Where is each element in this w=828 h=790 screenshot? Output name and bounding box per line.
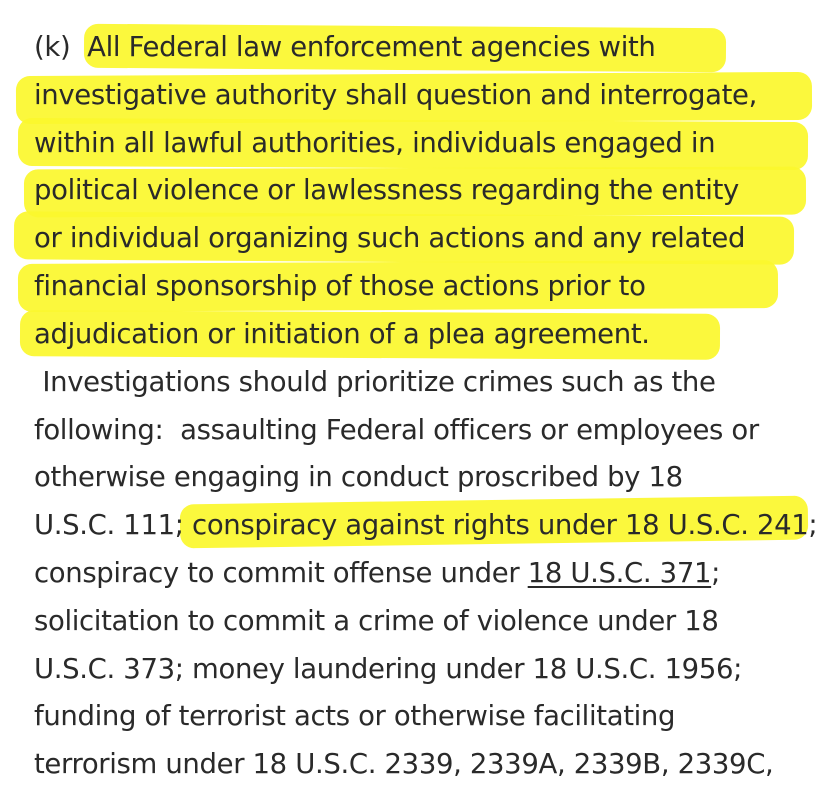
citation-link[interactable]: 18 U.S.C. 371 bbox=[527, 557, 712, 589]
text-line: conspiracy to commit offense under 18 U.S.C. 371; bbox=[34, 557, 721, 589]
text-line: adjudication or initiation of a plea agreement. bbox=[34, 318, 650, 350]
text-line: otherwise engaging in conduct proscribed by 18 bbox=[34, 461, 683, 493]
paragraph-marker: (k) bbox=[34, 31, 71, 63]
text-line: Investigations should prioritize crimes such as the bbox=[34, 366, 716, 398]
text-line: solicitation to commit a crime of violence under 18 bbox=[34, 605, 719, 637]
text-line: political violence or lawlessness regarding the entity bbox=[34, 174, 739, 206]
text-line: terrorism under 18 U.S.C. 2339, 2339A, 2339B, 2339C, bbox=[34, 748, 774, 780]
text-line: U.S.C. 111; conspiracy against rights under 18 U.S.C. 241; bbox=[34, 509, 818, 541]
text-line: funding of terrorist acts or otherwise facilitating bbox=[34, 700, 676, 732]
text-line: within all lawful authorities, individuals engaged in bbox=[34, 127, 716, 159]
text-line: (k) All Federal law enforcement agencies with bbox=[34, 31, 656, 63]
text-line: financial sponsorship of those actions prior to bbox=[34, 270, 646, 302]
text-line: U.S.C. 373; money laundering under 18 U.S.C. 1956; bbox=[34, 653, 743, 685]
text-line: or individual organizing such actions and any related bbox=[34, 222, 746, 254]
text-line: investigative authority shall question and interrogate, bbox=[34, 79, 758, 111]
text-line: following: assaulting Federal officers or employees or bbox=[34, 414, 759, 446]
